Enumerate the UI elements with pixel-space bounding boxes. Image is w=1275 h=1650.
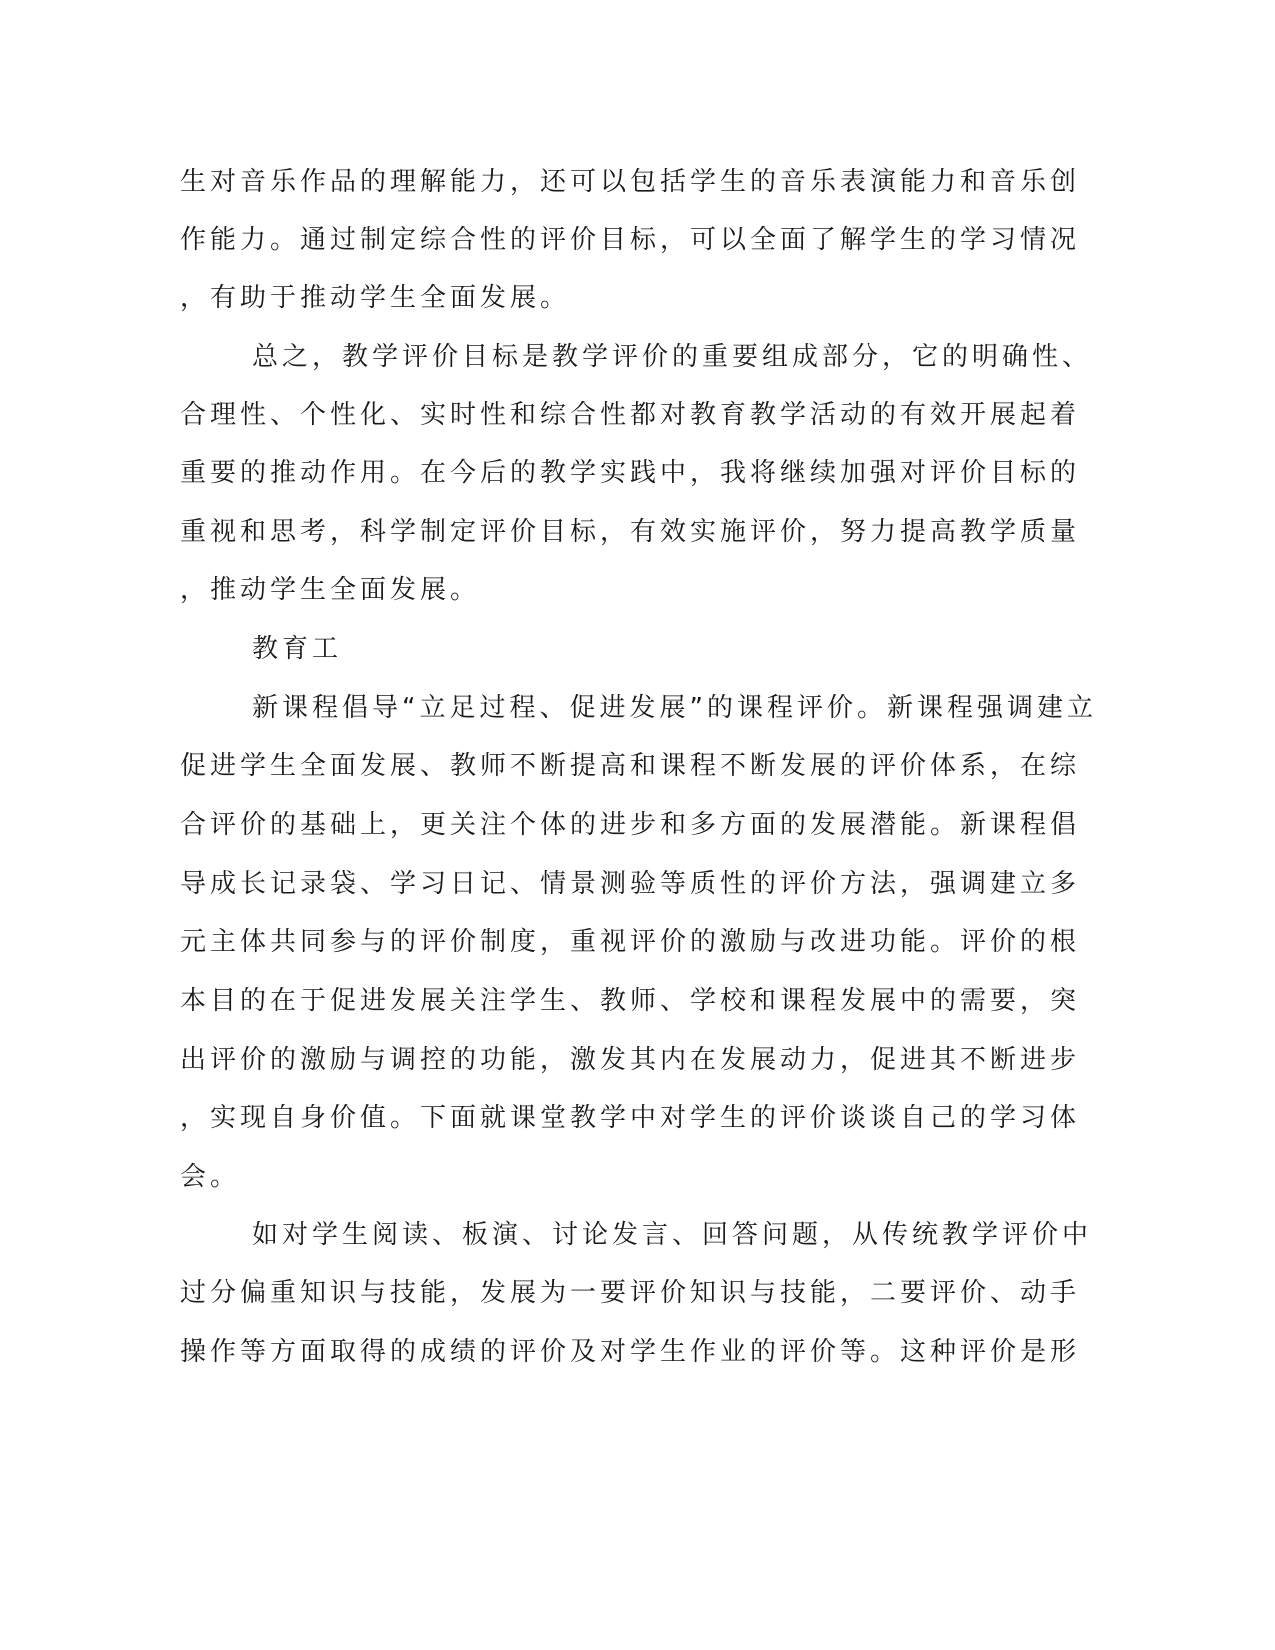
text-line: ，实现自身价值。下面就课堂教学中对学生的评价谈谈自己的学习体: [180, 1103, 1081, 1133]
text-line: 重要的推动作用。在今后的教学实践中，我将继续加强对评价目标的: [180, 458, 1081, 488]
text-line: 促进学生全面发展、教师不断提高和课程不断发展的评价体系，在综: [180, 751, 1081, 781]
text-line: ，有助于推动学生全面发展。: [180, 283, 571, 313]
text-line: 过分偏重知识与技能，发展为一要评价知识与技能，二要评价、动手: [180, 1278, 1081, 1308]
text-line: 本目的在于促进发展关注学生、教师、学校和课程发展中的需要，突: [180, 986, 1081, 1016]
text-line: 总之，教学评价目标是教学评价的重要组成部分，它的明确性、: [252, 342, 1093, 372]
text-line: 生对音乐作品的理解能力，还可以包括学生的音乐表演能力和音乐创: [180, 167, 1081, 197]
text-line: ，推动学生全面发展。: [180, 575, 481, 605]
text-line: 合评价的基础上，更关注个体的进步和多方面的发展潜能。新课程倡: [180, 810, 1081, 840]
text-line: 如对学生阅读、板演、讨论发言、回答问题，从传统教学评价中: [252, 1220, 1093, 1250]
text-line: 操作等方面取得的成绩的评价及对学生作业的评价等。这种评价是形: [180, 1337, 1081, 1367]
text-line: 合理性、个性化、实时性和综合性都对教育教学活动的有效开展起着: [180, 400, 1081, 430]
text-line: 教育工: [252, 634, 343, 664]
text-line: 新课程倡导“立足过程、促进发展”的课程评价。新课程强调建立: [252, 693, 1097, 723]
text-line: 元主体共同参与的评价制度，重视评价的激励与改进功能。评价的根: [180, 927, 1081, 957]
text-line: 导成长记录袋、学习日记、情景测验等质性的评价方法，强调建立多: [180, 869, 1081, 899]
text-line: 重视和思考，科学制定评价目标，有效实施评价，努力提高教学质量: [180, 517, 1081, 547]
text-line: 出评价的激励与调控的功能，激发其内在发展动力，促进其不断进步: [180, 1045, 1081, 1075]
text-line: 会。: [180, 1162, 241, 1192]
text-line: 作能力。通过制定综合性的评价目标，可以全面了解学生的学习情况: [180, 225, 1081, 255]
